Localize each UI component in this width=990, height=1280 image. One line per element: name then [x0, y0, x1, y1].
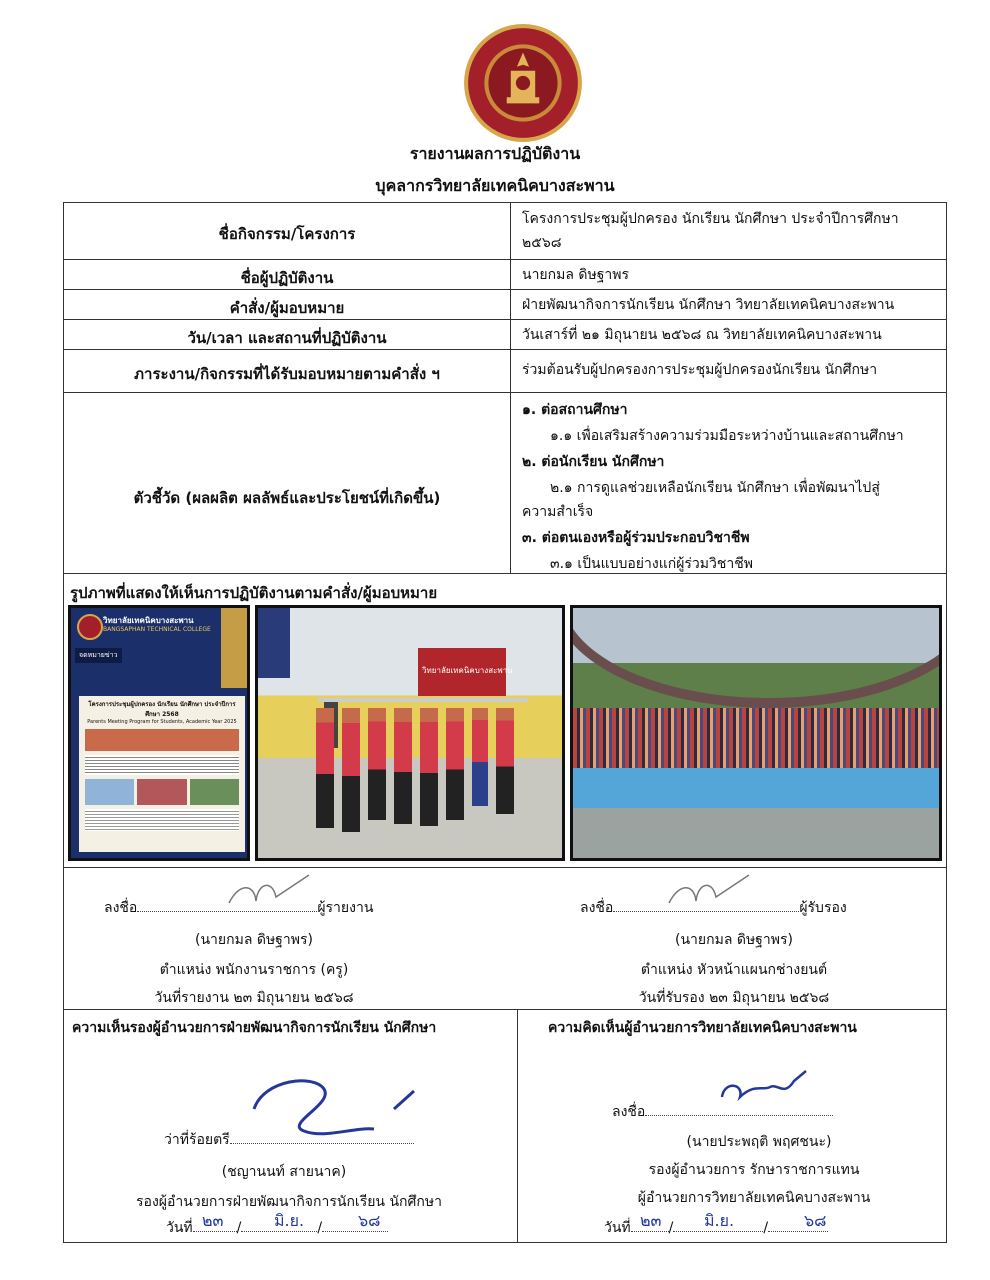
director-date-day: ๒๓	[640, 1211, 662, 1230]
deputy-date-label: วันที่	[166, 1220, 193, 1236]
certifier-name: (นายกมล ดิษฐาพร)	[675, 932, 793, 948]
deputy-opinion-title: ความเห็นรองผู้อำนวยการฝ่ายพัฒนากิจการนักเรียน นักศึกษา	[72, 1020, 437, 1036]
poster-college-th: วิทยาลัยเทคนิคบางสะพาน	[103, 616, 194, 625]
activity-label: ชื่อกิจกรรม/โครงการ	[218, 225, 356, 243]
datetime-label: วัน/เวลา และสถานที่ปฏิบัติงาน	[187, 329, 387, 347]
reporter-handwritten-signature	[224, 873, 314, 913]
certifier-position: ตำแหน่ง หัวหน้าแผนกช่างยนต์	[640, 962, 828, 978]
operator-value: นายกมล ดิษฐาพร	[522, 267, 630, 283]
order-label: คำสั่ง/ผู้มอบหมาย	[229, 299, 345, 317]
indicator-heading-1: ๑. ต่อสถานศึกษา	[522, 402, 628, 418]
indicator-item-1: ๑.๑ เพื่อเสริมสร้างความร่วมมือระหว่างบ้านและสถานศึกษา	[550, 428, 904, 444]
poster-badge: จดหมายข่าว	[75, 648, 122, 663]
certifier-sign-suffix: ผู้รับรอง	[799, 900, 847, 916]
indicator-item-3: ๓.๑ เป็นแบบอย่างแก่ผู้ร่วมวิชาชีพ	[550, 556, 753, 572]
director-name: (นายประพฤติ พฤศชนะ)	[686, 1134, 832, 1150]
director-sign-prefix: ลงชื่อ	[612, 1104, 646, 1120]
report-subtitle: บุคลากรวิทยาลัยเทคนิคบางสะพาน	[375, 176, 615, 195]
indicator-item-2: ๒.๑ การดูแลช่วยเหลือนักเรียน นักศึกษา เพื่อพัฒนาไปสู่	[550, 480, 880, 496]
reporter-sign-prefix: ลงชื่อ	[104, 900, 138, 916]
report-title: รายงานผลการปฏิบัติงาน	[409, 144, 581, 163]
certifier-date: วันที่รับรอง ๒๓ มิถุนายน ๒๕๖๘	[638, 990, 830, 1006]
datetime-value: วันเสาร์ที่ ๒๑ มิถุนายน ๒๕๖๘ ณ วิทยาลัยเทคนิคบางสะพาน	[522, 327, 882, 343]
order-value: ฝ่ายพัฒนากิจการนักเรียน นักศึกษา วิทยาลัยเทคนิคบางสะพาน	[522, 297, 895, 313]
reporter-position: ตำแหน่ง พนักงานราชการ (ครู)	[159, 962, 349, 978]
indicator-item-2-cont: ความสำเร็จ	[522, 504, 594, 520]
poster-headline-en: Parents Meeting Program for Students, Academic Year 2025	[87, 719, 237, 725]
deputy-rank-prefix: ว่าที่ร้อยตรี	[164, 1132, 230, 1148]
staff-welcome-photo	[255, 605, 565, 861]
college-seal-logo	[462, 22, 584, 144]
indicator-heading-3: ๓. ต่อตนเองหรือผู้ร่วมประกอบวิชาชีพ	[522, 530, 750, 546]
stage-sign-text: วิทยาลัยเทคนิคบางสะพาน	[422, 666, 513, 675]
director-position-line2: ผู้อำนวยการวิทยาลัยเทคนิคบางสะพาน	[637, 1190, 871, 1206]
poster-college-en: BANGSAPHAN TECHNICAL COLLEGE	[103, 626, 211, 633]
poster-headline: โครงการประชุมผู้ปกครอง นักเรียน นักศึกษา ประจำปีการศึกษา 2568	[88, 701, 236, 718]
reporter-name: (นายกมล ดิษฐาพร)	[195, 932, 313, 948]
certifier-handwritten-signature	[664, 873, 754, 913]
operator-label: ชื่อผู้ปฏิบัติงาน	[240, 269, 334, 287]
reporter-sign-suffix: ผู้รายงาน	[317, 900, 374, 916]
director-date-label: วันที่	[604, 1220, 631, 1236]
director-date-month: มิ.ย.	[704, 1211, 735, 1230]
photos-caption: รูปภาพที่แสดงให้เห็นการปฏิบัติงานตามคำสั่ง/ผู้มอบหมาย	[70, 584, 438, 602]
task-label: ภาระงาน/กิจกรรมที่ได้รับมอบหมายตามคำสั่ง ฯ	[134, 365, 440, 383]
indicators-label: ตัวชี้วัด (ผลผลิต ผลลัพธ์และประโยชน์ที่เกิดขึ้น)	[133, 489, 441, 507]
deputy-date-month: มิ.ย.	[274, 1211, 305, 1230]
deputy-name: (ชญานนท์ สายนาค)	[221, 1164, 347, 1180]
director-opinion-title: ความคิดเห็นผู้อำนวยการวิทยาลัยเทคนิคบางสะพาน	[548, 1020, 857, 1036]
deputy-date-day: ๒๓	[202, 1211, 224, 1230]
director-position-line1: รองผู้อำนวยการ รักษาราชการแทน	[648, 1162, 860, 1178]
deputy-date-year: ๖๘	[358, 1211, 381, 1230]
task-value: ร่วมต้อนรับผู้ปกครองการประชุมผู้ปกครองนักเรียน นักศึกษา	[522, 362, 878, 378]
certifier-sign-prefix: ลงชื่อ	[580, 900, 614, 916]
reporter-date: วันที่รายงาน ๒๓ มิถุนายน ๒๕๖๘	[154, 990, 354, 1006]
report-table: ชื่อกิจกรรม/โครงการ โครงการประชุมผู้ปกครอง นักเรียน นักศึกษา ประจำปีการศึกษา ๒๕๖๘ ชื่อผู้ปฏิบัติงาน นายกมล ดิษฐาพร คำสั่ง/ผู้มอบหมาย ฝ่ายพัฒนากิจการนักเรียน นักศึกษา วิทยาลัยเทคนิคบางสะพาน วัน/เวลา และสถานที่ปฏิบัติงาน วันเสาร์ที่ ๒๑ มิถุนายน ๒๕๖๘ ณ วิทยาลัยเทคนิคบางสะพาน ภาระงาน/กิจกรรมที่ได้รับมอบหมายตามคำสั่ง ฯ ร่วมต้อนรับผู้ปกครองการประชุมผู้ปกครองนักเรียน นักศึกษา ตัวชี้วัด (ผลผลิต ผลลัพธ์และประโยชน์ที่เกิดขึ้น) ๑. ต่อสถานศึกษา ๑.๑ เพื่อเสริมสร้างความร่วมมือระหว่างบ้านและสถานศึกษา ๒. ต่อนักเรียน นักศึกษา ๒.๑ การดูแลช่วยเหลือนักเรียน นักศึกษา เพื่อพัฒนาไปสู่ ความสำเร็จ ๓. ต่อตนเองหรือผู้ร่วมประกอบวิชาชีพ ๓.๑ เป็นแบบอย่างแก่ผู้ร่วมวิชาชีพ รูปภาพที่แสดงให้เห็นการปฏิบัติงานตามคำสั่ง/ผู้มอบหมาย วิทยาลัยเทคนิคบางสะพาน BANGSAPHAN TECHNICAL COLLEGE จดหมายข่าว โครงการประชุมผู้ปกครอง นักเรียน นักศึกษา ประจำปีการศึกษา 2568 Parents Meeting Program for Students, Academic Year 2025 วิทยาลัยเทคนิคบางสะพาน ลงชื่อ ผู้รายงาน (นายกมล ดิษฐาพร) ตำแหน่ง พนักงานราชการ (ครู) วันที่รายงาน ๒๓ มิถุนายน ๒๕๖๘ ลงชื่อ ผู้รับรอง (นายกมล ดิษฐาพร) ตำแหน่ง หัวหน้าแผนกช่างยนต์ วันที่รับรอง ๒๓ มิถุนายน ๒๕๖๘ ความเห็นรองผู้อำนวยการฝ่ายพัฒนากิจการนักเรียน นักศึกษา ความคิดเห็นผู้อำนวยการวิทยาลัยเทคนิคบางสะพาน ว่าที่ร้อยตรี (ชญานนท์ สายนาค) รองผู้อำนวยการฝ่ายพัฒนากิจการนักเรียน นักศึกษา วันที่ ๒๓ / มิ.ย. / ๖๘ ลงชื่อ (นายประพฤติ พฤศชนะ) รองผู้อำนวยการ รักษาราชการแทน ผู้อำนวยการวิทยาลัยเทคนิคบางสะพาน วันที่ ๒๓ / มิ.ย. / ๖๘	[63, 202, 947, 1243]
newsletter-poster-photo	[68, 605, 250, 861]
parents-audience-photo	[570, 605, 942, 861]
deputy-position: รองผู้อำนวยการฝ่ายพัฒนากิจการนักเรียน นักศึกษา	[136, 1194, 442, 1210]
activity-value: โครงการประชุมผู้ปกครอง นักเรียน นักศึกษา ประจำปีการศึกษา ๒๕๖๘	[522, 211, 899, 251]
director-date-year: ๖๘	[804, 1211, 827, 1230]
indicator-heading-2: ๒. ต่อนักเรียน นักศึกษา	[522, 454, 665, 470]
